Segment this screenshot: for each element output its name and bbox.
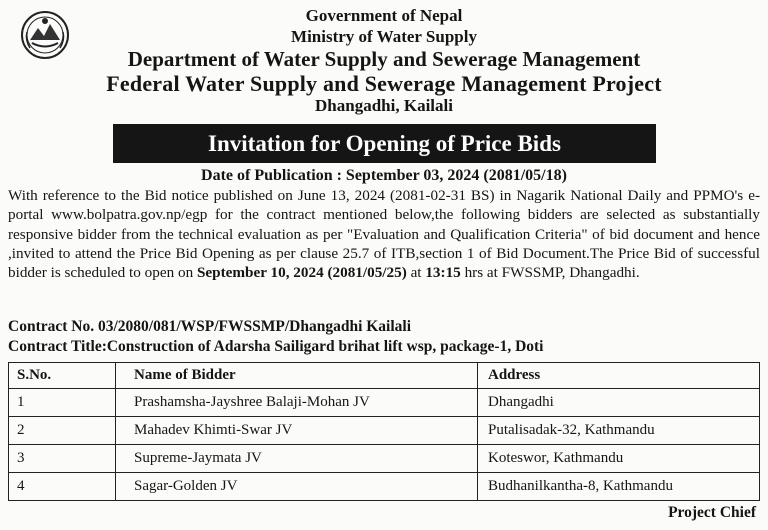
row-bidder-name: Sagar-Golden JV [116, 473, 478, 501]
notice-body [8, 186, 760, 282]
row-sno: 2 [9, 417, 116, 445]
project-location: Dhangadhi, Kailali [315, 96, 453, 115]
project-name: Federal Water Supply and Sewerage Management Project [106, 71, 662, 96]
table-header-row [9, 363, 760, 389]
row-bidder-name: Mahadev Khimti-Swar JV [116, 417, 478, 445]
row-address: Putalisadak-32, Kathmandu [478, 417, 760, 445]
header-address: Address [478, 363, 760, 389]
row-sno: 1 [9, 389, 116, 417]
row-address: Koteswor, Kathmandu [478, 445, 760, 473]
table-row [9, 445, 760, 473]
bidders-table [8, 362, 760, 501]
contract-title: Contract Title:Construction of Adarsha Sailigard brihat lift wsp, package-1, Doti [8, 338, 544, 355]
government-name: Government of Nepal [305, 6, 463, 25]
row-address: Dhangadhi [478, 389, 760, 417]
header-bidder-name: Name of Bidder [116, 363, 478, 389]
table-row [9, 473, 760, 501]
notice-title-banner: Invitation for Opening of Price Bids [113, 124, 656, 163]
publication-date: Date of Publication : September 03, 2024 (2081/05/18) [201, 167, 567, 184]
table-row [9, 417, 760, 445]
department-name: Department of Water Supply and Sewerage Management [127, 47, 641, 71]
row-sno: 4 [9, 473, 116, 501]
row-sno: 3 [9, 445, 116, 473]
notice-text-part3: hrs at FWSSMP, Dhangadhi. [460, 264, 640, 282]
table-row [9, 389, 760, 417]
notice-text-part2: at [406, 264, 426, 282]
opening-date: September 10, 2024 (2081/05/25) [196, 264, 407, 282]
opening-time: 13:15 [425, 264, 461, 282]
contract-number: Contract No. 03/2080/081/WSP/FWSSMP/Dhangadhi Kailali [8, 318, 412, 335]
row-bidder-name: Supreme-Jaymata JV [116, 445, 478, 473]
header-sno: S.No. [9, 363, 116, 389]
row-address: Budhanilkantha-8, Kathmandu [478, 473, 760, 501]
signature-title: Project Chief [668, 504, 756, 521]
ministry-name: Ministry of Water Supply [291, 27, 477, 46]
row-bidder-name: Prashamsha-Jayshree Balaji-Mohan JV [116, 389, 478, 417]
notice-text-part1: With reference to the Bid notice published on June 13, 2024 (2081-02-31 BS) in Nagarik National Daily and PPMO's e-portal www.bolpatra.gov.np/egp for the contract mentioned below,the following bidders are selected as substantially responsive bidder from the technical evaluation as per "Evaluation and Qualification Criteria" of bid document and hence ,invited to attend the Price Bid Opening as per clause 25.7 of ITB,section 1 of Bid Document.The Price Bid of successful bidder is scheduled to open on [8, 187, 760, 282]
